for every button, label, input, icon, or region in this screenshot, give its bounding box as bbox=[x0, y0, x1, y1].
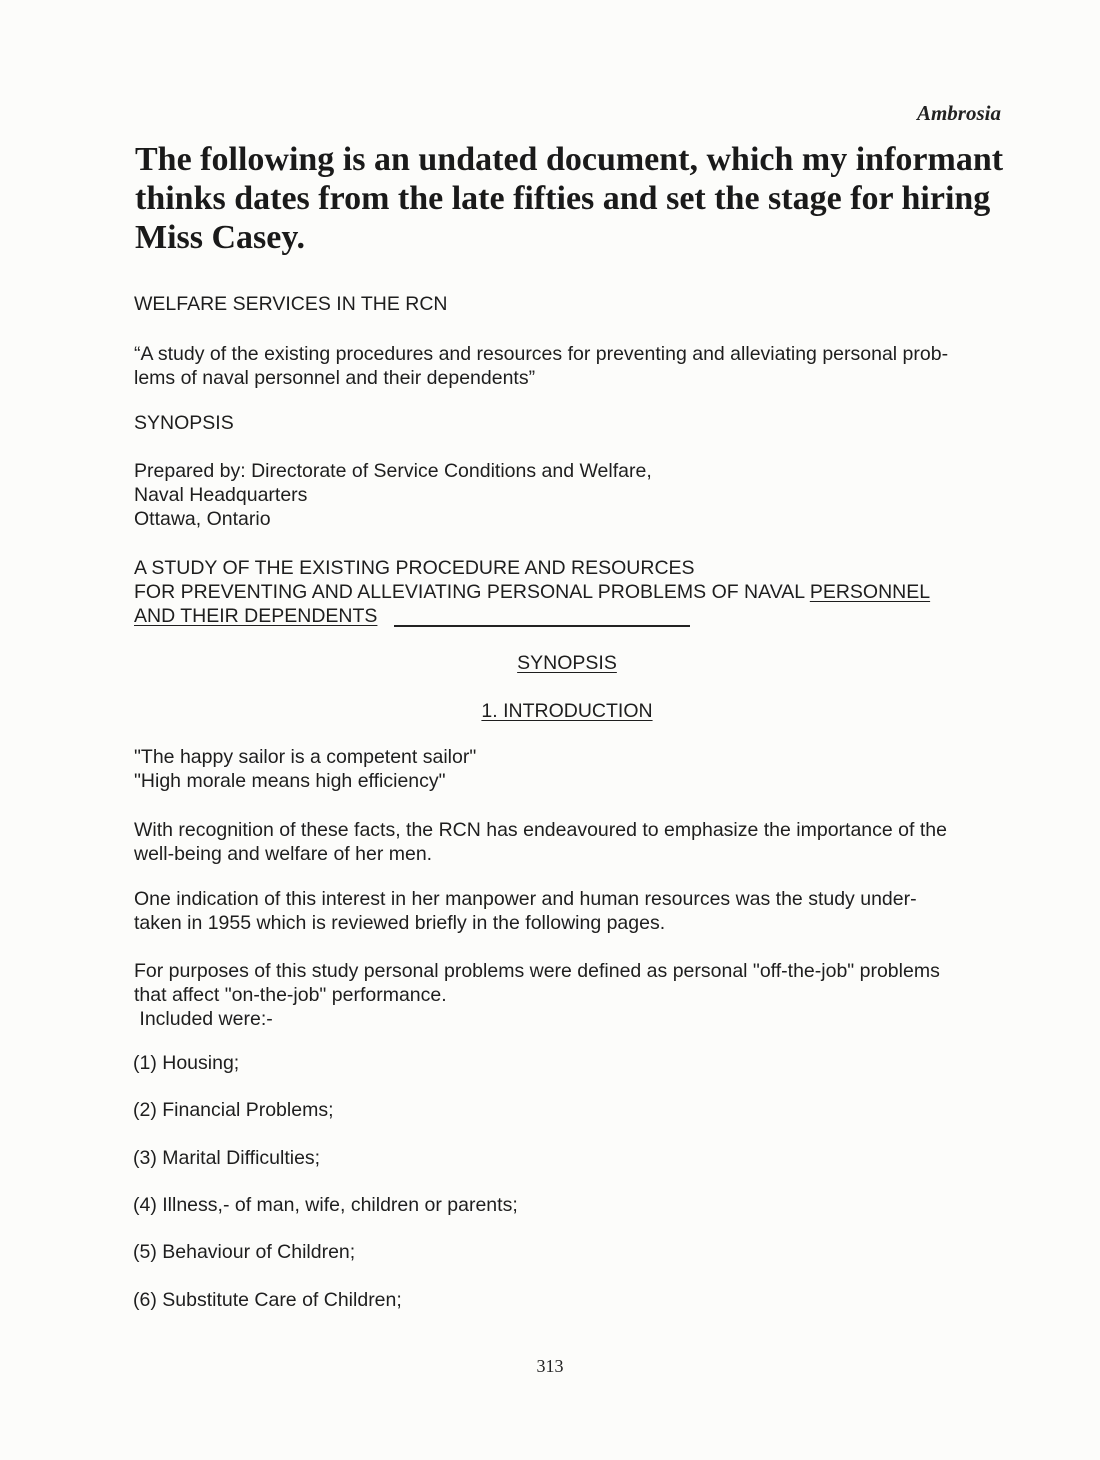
paragraph-line: Included were:- bbox=[134, 1008, 273, 1030]
prepared-by bbox=[134, 459, 1004, 531]
problem-list-item: (3) Marital Difficulties; bbox=[133, 1147, 321, 1169]
prepared-by-line: Prepared by: Directorate of Service Conditions and Welfare, bbox=[134, 460, 652, 482]
headline-line: thinks dates from the late fifties and set the stage for hiring bbox=[135, 180, 991, 217]
study-heading-underlined: PERSONNEL bbox=[809, 581, 931, 603]
quote-line: "The happy sailor is a competent sailor" bbox=[134, 746, 477, 768]
paragraph-line: well-being and welfare of her men. bbox=[134, 843, 433, 865]
section-synopsis-label: SYNOPSIS bbox=[517, 652, 617, 674]
study-heading-underlined: AND THEIR DEPENDENTS bbox=[134, 605, 378, 627]
problem-list-item: (4) Illness,- of man, wife, children or parents; bbox=[133, 1194, 518, 1216]
paragraph-indication bbox=[134, 887, 1004, 935]
heading-underline-rule bbox=[394, 625, 690, 627]
quote-line: "High morale means high efficiency" bbox=[134, 770, 446, 792]
subtitle-line: “A study of the existing procedures and resources for preventing and alleviating personal prob- bbox=[134, 343, 949, 365]
headline bbox=[135, 140, 1015, 257]
section-introduction-label: 1. INTRODUCTION bbox=[481, 700, 653, 722]
problem-list-item: (1) Housing; bbox=[133, 1052, 240, 1074]
document-title: WELFARE SERVICES IN THE RCN bbox=[134, 293, 448, 315]
problem-list-item: (6) Substitute Care of Children; bbox=[133, 1289, 402, 1311]
paragraph-line: taken in 1955 which is reviewed briefly in the following pages. bbox=[134, 912, 666, 934]
problem-list-item: (5) Behaviour of Children; bbox=[133, 1241, 356, 1263]
study-heading-line bbox=[134, 580, 1004, 604]
study-subtitle bbox=[134, 342, 1004, 390]
quotes bbox=[134, 745, 1004, 793]
study-heading bbox=[134, 556, 1004, 628]
headline-line: The following is an undated document, which my informant bbox=[135, 141, 1004, 178]
subtitle-line: lems of naval personnel and their dependents” bbox=[134, 367, 536, 389]
paragraph-line: that affect "on-the-job" performance. bbox=[134, 984, 447, 1006]
section-synopsis bbox=[134, 651, 1000, 675]
problem-list-item: (2) Financial Problems; bbox=[133, 1099, 334, 1121]
page-number: 313 bbox=[536, 1356, 564, 1376]
prepared-by-line: Ottawa, Ontario bbox=[134, 508, 271, 530]
paragraph-recognition bbox=[134, 818, 1004, 866]
study-heading-line: A STUDY OF THE EXISTING PROCEDURE AND RESOURCES bbox=[134, 557, 695, 579]
synopsis-label: SYNOPSIS bbox=[134, 412, 234, 434]
paragraph-line: For purposes of this study personal problems were defined as personal "off-the-job" problems bbox=[134, 960, 940, 982]
headline-line: Miss Casey. bbox=[135, 219, 305, 256]
study-heading-text: FOR PREVENTING AND ALLEVIATING PERSONAL PROBLEMS OF NAVAL bbox=[134, 581, 810, 603]
section-introduction bbox=[134, 699, 1000, 723]
prepared-by-line: Naval Headquarters bbox=[134, 484, 308, 506]
paragraph-purposes bbox=[134, 959, 1004, 1031]
paragraph-line: One indication of this interest in her manpower and human resources was the study under- bbox=[134, 888, 917, 910]
paragraph-line: With recognition of these facts, the RCN has endeavoured to emphasize the importance of the bbox=[134, 819, 947, 841]
running-head: Ambrosia bbox=[916, 101, 1001, 125]
